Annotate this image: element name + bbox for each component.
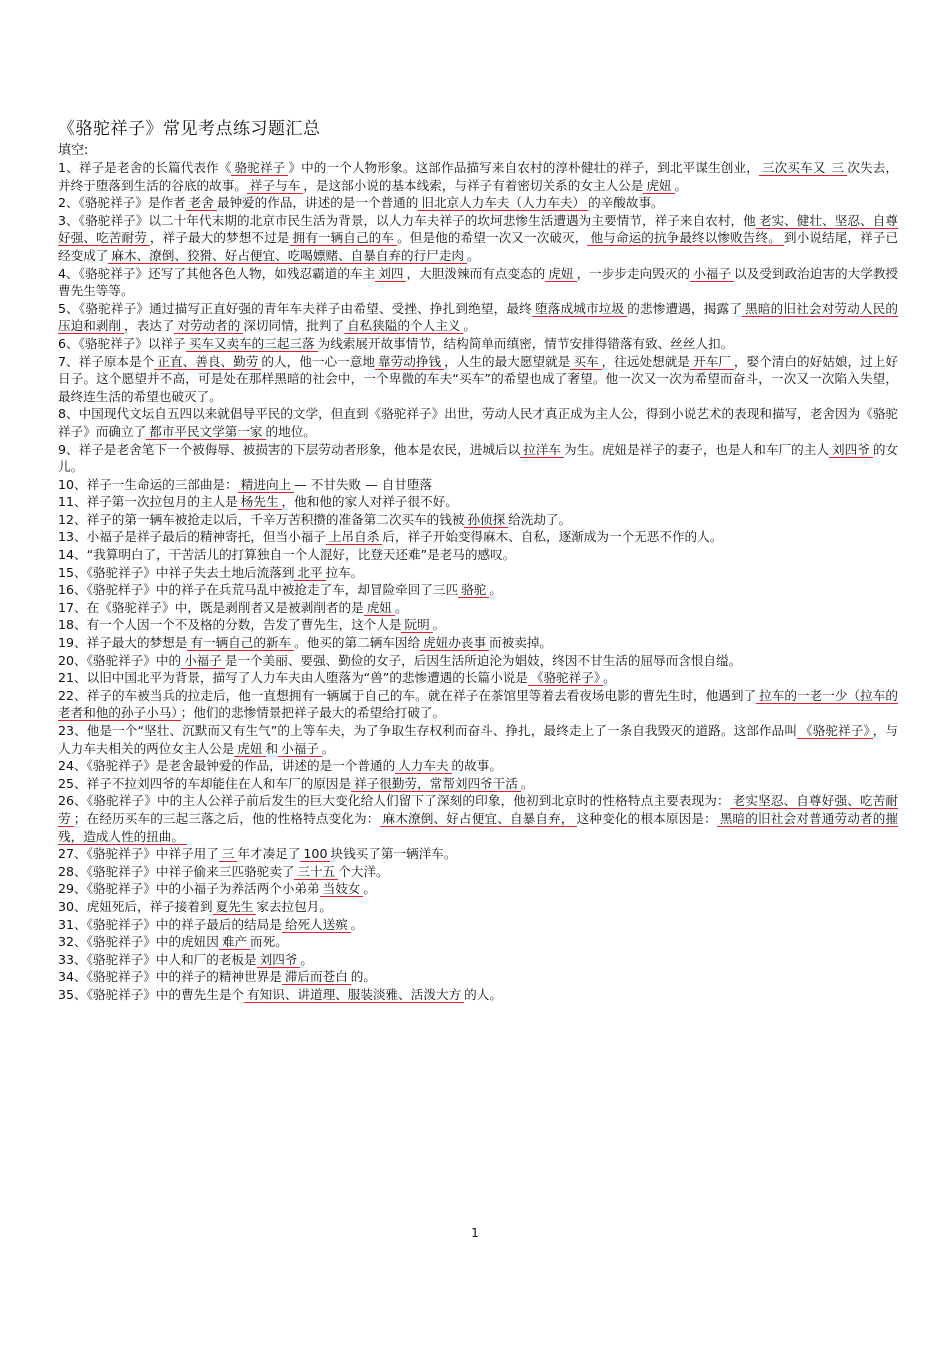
question-text: 。他买的第二辆车因给 <box>294 635 421 651</box>
question-31 <box>58 916 898 934</box>
question-6 <box>58 335 898 353</box>
question-list <box>58 159 898 1004</box>
question-text: 24、《骆驼祥子》是老舍最钟爱的作品，讲述的是一个普通的 <box>58 758 396 774</box>
answer-blank: 北平 <box>294 565 325 581</box>
question-28 <box>58 863 898 881</box>
answer-blank: 杨先生 <box>238 494 282 510</box>
question-12 <box>58 511 898 529</box>
question-text: ，往远处想就是 <box>601 353 691 369</box>
question-text: 的故事。 <box>451 758 502 774</box>
answer-blank: 对劳动者的 <box>174 318 243 334</box>
question-26 <box>58 792 898 845</box>
question-text: ；在经历买车的三起三落之后，他的性格特点变化为： <box>73 810 380 826</box>
question-text: 23、他是一个“坚壮、沉默而又有生气”的上等车夫，为了争取生存权利而奋斗、挣扎，最终走上了一条自我毁灭的道路。这部作品叫 <box>58 723 797 738</box>
question-33 <box>58 951 898 969</box>
question-text: 7、祥子原本是个 <box>58 353 155 369</box>
question-text: 。 <box>520 775 534 791</box>
question-17 <box>58 599 898 617</box>
question-34 <box>58 968 898 986</box>
answer-blank: 有一辆自己的新车 <box>187 635 294 651</box>
question-8 <box>58 405 898 440</box>
answer-blank: 正直、善良、勤劳 <box>154 354 261 370</box>
question-text: 给洗劫了。 <box>508 511 572 527</box>
question-text: 到小说结尾，祥子已经变成了 <box>58 230 899 263</box>
question-30 <box>58 898 898 916</box>
question-23 <box>58 722 898 757</box>
question-text: ，与人力车夫相关的两位女主人公是 <box>58 723 899 756</box>
question-text: 的人。 <box>464 986 502 1002</box>
question-text: 块钱买了第一辆洋车。 <box>330 846 457 862</box>
question-22 <box>58 687 898 722</box>
question-text: 22、祥子的车被当兵的拉走后，他一直想拥有一辆属于自己的车。就在祥子在茶馆里等着去看夜场电影的曹先生时，他遇到了 <box>58 687 757 703</box>
answer-blank: 骆驼祥子 <box>231 160 288 176</box>
question-text: 10、祥子一生命运的三部曲是： <box>58 476 238 492</box>
question-19 <box>58 634 898 652</box>
question-text: 33、《骆驼祥子》中人和厂的老板是 <box>58 951 257 967</box>
question-text: 21、以旧中国北平为背景，描写了人力车夫由人堕落为“兽”的悲惨遭遇的长篇小说是 <box>58 670 528 686</box>
answer-blank: 三十五 <box>294 864 338 880</box>
question-text: 。 <box>350 916 364 932</box>
question-text: 32、《骆驼祥子》中的虎妞因 <box>58 934 219 950</box>
question-text: — 不甘失败 — 自甘堕落 <box>294 476 433 492</box>
question-text: 4、《骆驼祥子》还写了其他各色人物，如残忍霸道的车主 <box>58 265 376 281</box>
answer-blank: 虎妞办丧事 <box>420 635 489 651</box>
question-10 <box>58 476 898 494</box>
question-9 <box>58 441 898 476</box>
question-text: 26、《骆驼祥子》中的主人公祥子前后发生的巨大变化给人们留下了深刻的印象，他初到北京时的性格特点主要表现为： <box>58 793 730 809</box>
question-text: 14、“我算明白了，干苦活儿的打算独自一个人混好，比登天还难”是老马的感叹。 <box>58 547 516 563</box>
question-text: 最钟爱的作品，讲述的是一个普通的 <box>216 195 419 211</box>
question-text: ，是这部小说的基本线索，与祥子有着密切关系的女主人公是 <box>303 177 644 193</box>
question-text: 1、祥子是老舍的长篇代表作《 <box>58 160 232 175</box>
question-1 <box>58 159 898 194</box>
question-24 <box>58 757 898 775</box>
page-number: 1 <box>471 1226 479 1240</box>
answer-blank: 刘四 <box>375 266 406 282</box>
question-text: 。 <box>300 951 314 967</box>
answer-blank: 小福子 <box>690 266 734 282</box>
question-text: ，一步步走向毁灭的 <box>576 265 691 281</box>
question-text: ，大胆泼辣而有点变态的 <box>406 265 546 281</box>
question-text: 后，祥子开始变得麻木、自私，逐渐成为一个无恶不作的人。 <box>382 529 723 545</box>
answer-blank: 人力车夫 <box>395 758 451 774</box>
question-text: 深切同情，批判了 <box>243 318 345 334</box>
question-text: ，表达了 <box>123 318 175 334</box>
question-text: 。 <box>394 599 408 615</box>
question-text: 的地位。 <box>265 423 316 439</box>
answer-blank: 虎妞 <box>234 741 265 757</box>
question-text: 27、《骆驼祥子》中祥子用了 <box>58 846 219 862</box>
answer-blank: 黑暗的旧社会对普通劳动者的摧残，造成人性的扭曲。 <box>58 810 899 844</box>
question-text: 。 <box>674 177 688 193</box>
answer-blank: 旧北京人力车夫（人力车夫） <box>418 195 588 211</box>
question-7 <box>58 353 898 406</box>
answer-blank: 虎妞 <box>364 600 395 616</box>
question-text: ，娶个清白的好姑娘，过上好日子。这个愿望并不高，可是处在那样黑暗的社会中，一个卑微的车夫“买车”的希望也成了奢望。他一次又一次为希望而奋斗，一次又一次陷入失望，最终连生活的希望也破灭了。 <box>58 353 899 404</box>
question-13 <box>58 528 898 546</box>
answer-blank: 虎妞 <box>643 178 674 194</box>
answer-blank: 孙侦探 <box>464 512 508 528</box>
answer-blank: 虎妞 <box>545 266 576 282</box>
answer-blank: 夏先生 <box>213 899 257 915</box>
question-text: ，人生的最大愿望就是 <box>444 353 571 369</box>
answer-blank: 三 <box>829 160 848 176</box>
question-text: 。 <box>489 582 502 598</box>
answer-blank: 自私狭隘的个人主义 <box>344 318 463 334</box>
question-text: 34、《骆驼祥子》中的祥子的精神世界是 <box>58 969 282 985</box>
answer-blank: 上吊自杀 <box>326 529 382 545</box>
answer-blank: 他与命运的抗争最终以惨败告终。 <box>587 230 783 246</box>
answer-blank: 三 <box>219 846 238 862</box>
question-text: 的。 <box>350 969 376 985</box>
question-text: 17、在《骆驼祥子》中，既是剥削者又是被剥削者的是 <box>58 599 364 615</box>
answer-blank: 骆驼 <box>458 582 489 598</box>
question-2 <box>58 194 898 212</box>
question-text: 16、《骆驼样子》中的祥子在兵荒马乱中被抢走了车，却冒险牵回了三匹 <box>58 582 459 598</box>
question-21 <box>58 669 898 687</box>
question-text: 次失去，并终于堕落到生活的谷底的故事。 <box>58 160 899 193</box>
question-25 <box>58 775 898 793</box>
question-text: 年才凑足了 <box>237 846 301 862</box>
document-page <box>58 118 898 1004</box>
answer-blank: 老实坚忍、自尊好强、吃苦耐劳 <box>58 793 898 826</box>
answer-blank: 阮明 <box>401 617 432 633</box>
question-text: 而被卖掉。 <box>489 635 552 651</box>
answer-blank: 买车又卖车的三起三落 <box>186 336 318 352</box>
answer-blank: 滞后而苍白 <box>282 969 351 985</box>
question-text: 的辛酸故事。 <box>588 195 664 211</box>
question-text: 15、《骆驼祥子》中祥子失去土地后流落到 <box>58 564 295 580</box>
question-text: 6、《骆驼祥子》以祥子 <box>58 335 186 351</box>
question-text: 的人，他一心一意地 <box>261 353 376 369</box>
question-text: 。 <box>463 318 476 334</box>
question-text: 13、小福子是祥子最后的精神寄托，但当小福子 <box>58 529 326 545</box>
answer-blank: 《骆驼祥子》 <box>528 670 603 686</box>
question-text: 30、虎妞死后，祥子接着到 <box>58 898 213 914</box>
question-text: 8、中国现代文坛自五四以来就倡导平民的文学，但直到《骆驼祥子》出世，劳动人民才真正成为主人公，得到小说艺术的表现和描写，老舍因为《骆驼祥子》而确立了 <box>58 406 898 439</box>
answer-blank: 刘四爷 <box>829 442 873 458</box>
question-29 <box>58 880 898 898</box>
question-5 <box>58 300 898 335</box>
answer-blank: 三次买车又 <box>759 160 829 176</box>
answer-blank: 当妓女 <box>320 881 364 897</box>
question-text: ，他和他的家人对祥子很不好。 <box>281 494 458 510</box>
question-text: 。 <box>363 881 376 897</box>
question-text: 为线索展开故事情节，结构简单而缜密，情节安排得错落有致、丝丝人扣。 <box>317 335 734 351</box>
question-text: 个大洋。 <box>338 863 389 879</box>
question-27 <box>58 845 898 863</box>
question-text: 9、祥子是老舍笔下一个被侮辱、被损害的下层劳动者形象，他本是农民，进城后以 <box>58 441 521 457</box>
answer-blank: 靠劳动挣钱 <box>375 354 444 370</box>
question-text: 35、《骆驼祥子》中的曹先生是个 <box>58 986 245 1002</box>
answer-blank: 开车厂 <box>690 354 734 370</box>
question-text: ，祥子最大的梦想不过是 <box>149 230 290 246</box>
question-text: 而死。 <box>250 934 288 950</box>
answer-blank: 老舍 <box>186 195 217 211</box>
question-text: 29、《骆驼祥子》中的小福子为养活两个小弟弟 <box>58 881 320 897</box>
answer-blank: 刘四爷 <box>257 952 301 968</box>
answer-blank: 小福子 <box>278 741 322 757</box>
question-20 <box>58 652 898 670</box>
question-text: 是一个美丽、要强、勤俭的女子，后因生活所迫沦为娼妓，终因不甘生活的屈辱而含恨自缢。 <box>224 652 742 668</box>
question-text: 11、祥子第一次拉包月的主人是 <box>58 494 238 510</box>
question-4 <box>58 265 898 300</box>
question-text: 。 <box>321 740 335 756</box>
question-text: 为生。虎妞是祥子的妻子，也是人和车厂的主人 <box>564 441 829 457</box>
answer-blank: 100 <box>300 846 330 862</box>
question-text: 31、《骆驼祥子》中的祥子最后的结局是 <box>58 916 282 932</box>
answer-blank: 给死人送殡 <box>282 917 351 933</box>
answer-blank: 麻木潦倒、好占便宜、自暴自弃， <box>380 811 577 827</box>
question-text: 19、祥子最大的梦想是 <box>58 635 188 651</box>
question-18 <box>58 616 898 634</box>
question-text: 家去拉包月。 <box>256 898 332 914</box>
document-title: 《骆驼祥子》常见考点练习题汇总 <box>58 119 321 139</box>
answer-blank: 小福子 <box>181 653 225 669</box>
question-text: 以及受到政治迫害的大学教授曹先生等等。 <box>58 265 899 299</box>
answer-blank: 祥子与车 <box>247 178 303 194</box>
question-text: 这种变化的根本原因是： <box>576 810 717 826</box>
answer-blank: 拉洋车 <box>520 442 564 458</box>
question-text: 2、《骆驼祥子》是作者 <box>58 195 186 211</box>
question-text: 。 <box>432 617 446 633</box>
question-text: ；他们的悲惨情景把祥子最大的希望给打破了。 <box>180 705 446 721</box>
answer-blank: 买车 <box>570 354 601 370</box>
answer-blank: 有知识、讲道理、服装淡雅、活泼大方 <box>244 987 464 1003</box>
question-text: 拉车。 <box>325 564 364 580</box>
question-text: 和 <box>265 740 279 756</box>
question-text: 的女儿。 <box>58 441 899 475</box>
question-text: 的悲惨遭遇，揭露了 <box>627 300 743 316</box>
question-text: 18、有一个人因一个不及格的分数，告发了曹先生，这个人是 <box>58 617 402 633</box>
question-text: 12、祥子的第一辆车被抢走以后，千辛万苦积攒的准备第二次买车的钱被 <box>58 511 465 527</box>
question-35 <box>58 986 898 1004</box>
answer-blank: 祥子很勤劳，常帮刘四爷干活 <box>351 776 521 792</box>
question-text: 5、《骆驼祥子》通过描写正直好强的青年车夫祥子由希望、受挫、挣扎到绝望，最终 <box>58 300 532 316</box>
question-text: 25、祥子不拉刘四爷的车却能住在人和车厂的原因是 <box>58 775 352 791</box>
question-text: 28、《骆驼祥子》中祥子偷来三匹骆驼卖了 <box>58 863 295 879</box>
question-15 <box>58 564 898 582</box>
question-16 <box>58 581 898 599</box>
answer-blank: 老实、健壮、坚忍、自尊好强、吃苦耐劳 <box>58 212 898 246</box>
answer-blank: 都市平民文学第一家 <box>146 424 265 440</box>
answer-blank: 拥有一辆自己的车 <box>290 230 398 246</box>
answer-blank: 堕落成城市垃圾 <box>532 301 627 317</box>
question-32 <box>58 933 898 951</box>
answer-blank: 黑暗的旧社会对劳动人民的压迫和剥削 <box>58 300 899 334</box>
question-11 <box>58 493 898 511</box>
answer-blank: 拉车的一老一少（拉车的老者和他的孙子小马） <box>58 687 899 721</box>
question-text: 。但是他的希望一次又一次破灭， <box>397 230 588 246</box>
question-text: 。 <box>603 670 616 686</box>
question-text: 3、《骆驼祥子》以二十年代末期的北京市民生活为背景，以人力车夫祥子的坎坷悲惨生活遭遇为主要情节，祥子来自农村，他 <box>58 212 756 228</box>
answer-blank: 精进向上 <box>238 477 294 493</box>
question-text: 》中的一个人物形象。这部作品描写来自农村的淳朴健壮的祥子，到北平谋生创业， <box>288 160 759 175</box>
answer-blank: 《骆驼祥子》 <box>797 723 873 739</box>
question-3 <box>58 212 898 265</box>
section-label: 填空: <box>58 143 89 158</box>
question-text: 20、《骆驼祥子》中的 <box>58 652 182 668</box>
answer-blank: 麻木、潦倒、狡猾、好占便宜、吃喝嫖赌、自暴自弃的行尸走肉 <box>108 248 467 264</box>
question-14 <box>58 546 898 564</box>
question-text: 。 <box>467 247 480 263</box>
answer-blank: 难产 <box>219 934 250 950</box>
